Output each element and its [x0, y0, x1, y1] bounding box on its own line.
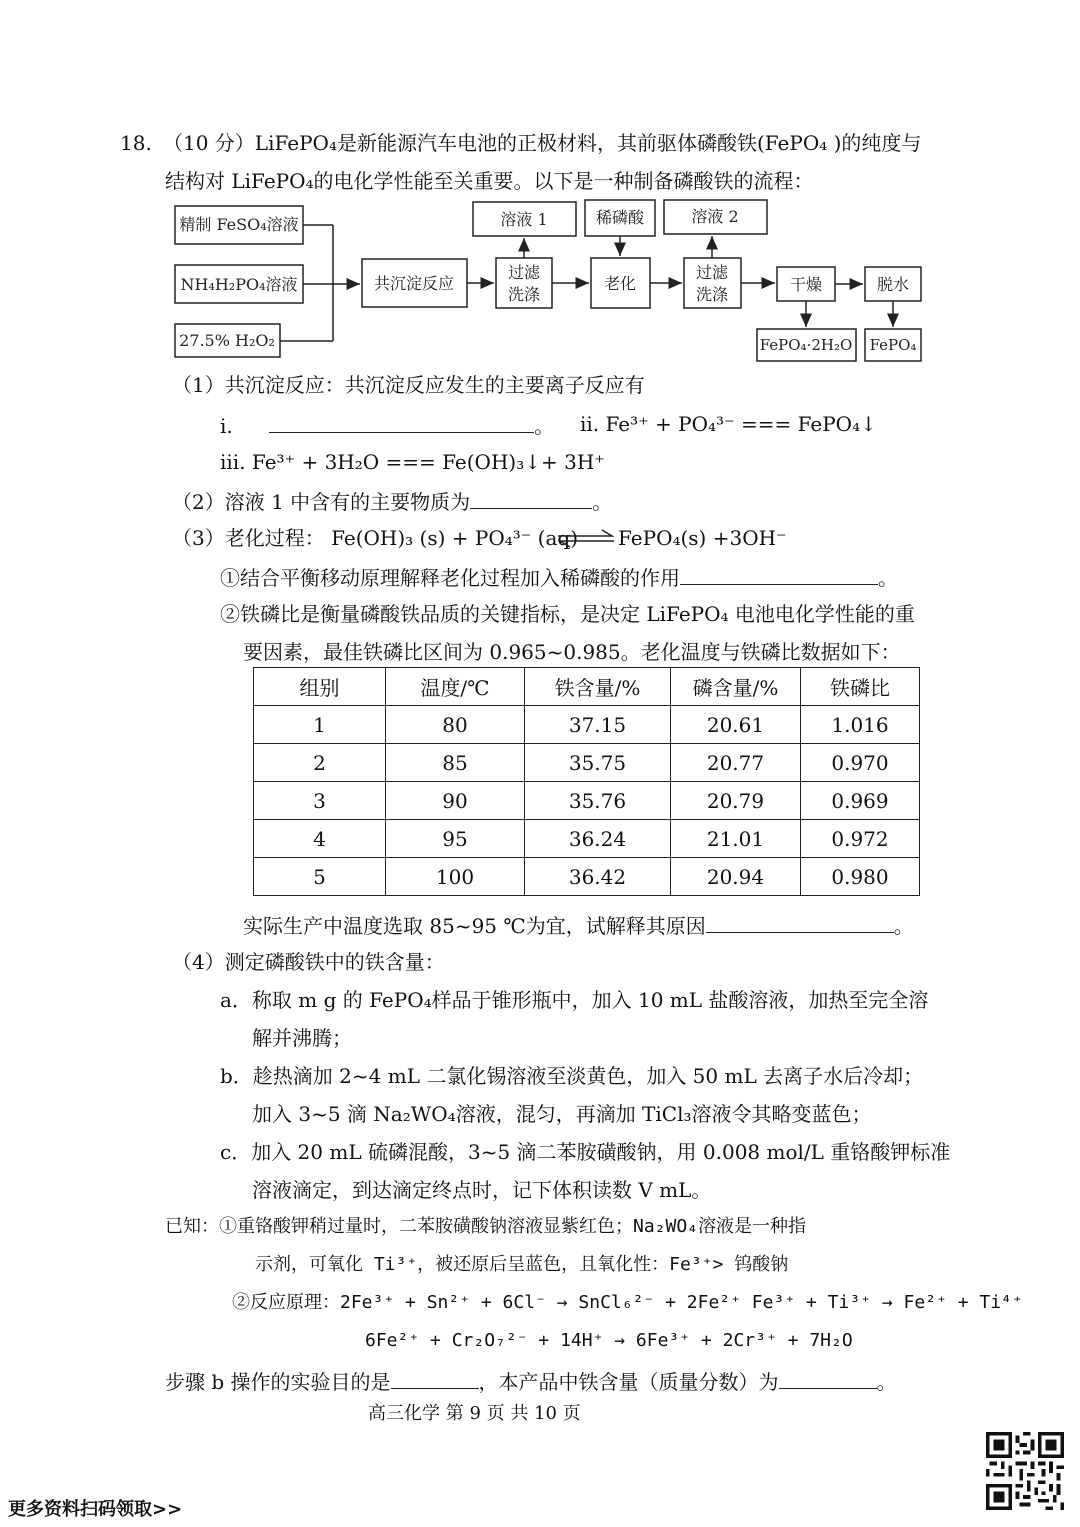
table-cell: 0.980 [801, 858, 920, 896]
flow-dilute-acid: 稀磷酸 [595, 208, 645, 227]
part3-title: （3）老化过程： Fe(OH)₃ (s) + PO₄³⁻ (aq) [172, 526, 578, 550]
answer-blank-i[interactable] [269, 414, 534, 433]
flow-product1: FePO₄·2H₂O [759, 336, 853, 354]
part3-q2-2: 要因素，最佳铁磷比区间为 0.965~0.985。老化温度与铁磷比数据如下： [243, 640, 901, 664]
table-cell: 20.77 [671, 744, 801, 782]
page-footer: 高三化学 第 9 页 共 10 页 [368, 1403, 581, 1424]
part4-b2: 加入 3~5 滴 Na₂WO₄溶液，混匀，再滴加 TiCl₃溶液令其略变蓝色； [252, 1102, 872, 1126]
part3-q1-end: 。 [878, 566, 898, 590]
table-cell: 21.01 [671, 820, 801, 858]
final-end: 。 [876, 1370, 897, 1394]
table-cell: 95 [386, 820, 525, 858]
part1-ii: ii. Fe³⁺ + PO₄³⁻ === FePO₄↓ [580, 412, 877, 436]
part1-i-label: i. [220, 414, 233, 438]
part3-q2-1: ②铁磷比是衡量磷酸铁品质的关键指标，是决定 LiFePO₄ 电池电化学性能的重 [220, 602, 915, 626]
table-cell: 35.76 [525, 782, 671, 820]
table-header: 温度/℃ [386, 668, 525, 706]
answer-blank-3-2[interactable] [706, 914, 894, 933]
table-header: 组别 [254, 668, 386, 706]
table-cell: 80 [386, 706, 525, 744]
flow-solution2: 溶液 2 [691, 207, 739, 226]
flow-filter1-b: 洗涤 [507, 285, 541, 304]
table-cell: 1 [254, 706, 386, 744]
table-row [254, 820, 920, 858]
table-cell: 1.016 [801, 706, 920, 744]
part3-q1 [220, 566, 898, 588]
part3-after-table [243, 914, 914, 936]
table-cell: 36.42 [525, 858, 671, 896]
final-text-a: 步骤 b 操作的实验目的是 [165, 1370, 391, 1394]
qr-code-icon[interactable] [986, 1432, 1064, 1510]
flow-input-nh4h2po4: NH₄H₂PO₄溶液 [180, 275, 298, 294]
flow-dehydrate: 脱水 [876, 275, 910, 294]
final-text-b: ，本产品中铁含量（质量分数）为 [478, 1370, 779, 1394]
table-cell: 20.61 [671, 706, 801, 744]
part1-iii: iii. Fe³⁺ + 3H₂O === Fe(OH)₃↓+ 3H⁺ [220, 450, 605, 474]
part1-title: （1）共沉淀反应：共沉淀反应发生的主要离子反应有 [172, 373, 645, 397]
flow-solution1: 溶液 1 [500, 210, 548, 229]
flow-input-feso4: 精制 FeSO₄溶液 [179, 215, 299, 234]
table-cell: 0.970 [801, 744, 920, 782]
question-number: 18. [120, 131, 152, 155]
flow-filter2-b: 洗涤 [695, 285, 729, 304]
answer-blank-3-1[interactable] [680, 566, 878, 585]
question-intro-1: （10 分）LiFePO₄是新能源汽车电池的正极材料，其前驱体磷酸铁(FePO₄ )的纯度与 [163, 131, 922, 155]
known-2: 示剂，可氧化 Ti³⁺，被还原后呈蓝色，且氧化性：Fe³⁺> 钨酸钠 [255, 1254, 789, 1275]
table-row [254, 706, 920, 744]
flow-coprecip: 共沉淀反应 [373, 274, 455, 293]
table-cell: 85 [386, 744, 525, 782]
part1-i-end: 。 [534, 414, 555, 438]
table-cell: 0.969 [801, 782, 920, 820]
aging-data-table [253, 667, 920, 896]
part3-after-table-text: 实际生产中温度选取 85~95 ℃为宜，试解释其原因 [243, 914, 706, 938]
flow-aging: 老化 [603, 274, 637, 293]
known-4: 6Fe²⁺ + Cr₂O₇²⁻ + 14H⁺ → 6Fe³⁺ + 2Cr³⁺ + 7H₂O [365, 1330, 853, 1351]
table-cell: 3 [254, 782, 386, 820]
table-cell: 90 [386, 782, 525, 820]
part2-text: （2）溶液 1 中含有的主要物质为 [172, 490, 471, 514]
part3-q1-text: ①结合平衡移动原理解释老化过程加入稀磷酸的作用 [220, 566, 680, 590]
table-row [254, 782, 920, 820]
table-cell: 36.24 [525, 820, 671, 858]
table-cell: 4 [254, 820, 386, 858]
flow-filter1-a: 过滤 [507, 263, 541, 282]
equilibrium-arrow-icon [556, 528, 616, 548]
part4-c1: c．加入 20 mL 硫磷混酸，3~5 滴二苯胺磺酸钠，用 0.008 mol/L 重铬酸钾标准 [220, 1140, 951, 1164]
final-question [165, 1370, 897, 1392]
table-cell: 100 [386, 858, 525, 896]
table-cell: 5 [254, 858, 386, 896]
table-cell: 0.972 [801, 820, 920, 858]
part4-a1: a．称取 m g 的 FePO₄样品于锥形瓶中，加入 10 mL 盐酸溶液，加热至完全溶 [220, 988, 929, 1012]
part4-b1: b．趁热滴加 2~4 mL 二氯化锡溶液至淡黄色，加入 50 mL 去离子水后冷却； [220, 1064, 924, 1088]
table-cell: 20.79 [671, 782, 801, 820]
more-resources-link[interactable]: 更多资料扫码领取>> [8, 1499, 183, 1520]
part1-i [220, 414, 554, 436]
flow-dry: 干燥 [789, 275, 823, 294]
flow-input-h2o2: 27.5% H₂O₂ [179, 331, 275, 350]
table-header: 磷含量/% [671, 668, 801, 706]
table-cell: 35.75 [525, 744, 671, 782]
answer-blank-4-2[interactable] [779, 1370, 877, 1389]
table-header: 铁磷比 [801, 668, 920, 706]
table-row [254, 858, 920, 896]
part2-end: 。 [592, 490, 613, 514]
table-cell: 37.15 [525, 706, 671, 744]
question-intro-2: 结构对 LiFePO₄的电化学性能至关重要。以下是一种制备磷酸铁的流程： [165, 169, 814, 193]
part3-after-end: 。 [893, 914, 914, 938]
flow-product2: FePO₄ [869, 336, 917, 354]
part4-title: （4）测定磷酸铁中的铁含量： [172, 950, 445, 974]
process-flowchart [0, 0, 1080, 370]
part4-a2: 解并沸腾； [252, 1026, 352, 1050]
table-header-row [254, 668, 920, 706]
flow-filter2-a: 过滤 [695, 263, 729, 282]
answer-blank-2[interactable] [470, 490, 592, 509]
known-3: ②反应原理：2Fe³⁺ + Sn²⁺ + 6Cl⁻ → SnCl₆²⁻ + 2Fe²⁺ Fe³⁺ + Ti³⁺ → Fe²⁺ + Ti⁴⁺ [232, 1292, 1023, 1313]
table-cell: 2 [254, 744, 386, 782]
known-1: 已知：①重铬酸钾稍过量时，二苯胺磺酸钠溶液显紫红色；Na₂WO₄溶液是一种指 [165, 1216, 807, 1237]
table-cell: 20.94 [671, 858, 801, 896]
part3-title-right: FePO₄(s) +3OH⁻ [618, 526, 787, 550]
part4-c2: 溶液滴定，到达滴定终点时，记下体积读数 V mL。 [252, 1178, 712, 1202]
answer-blank-4-1[interactable] [391, 1370, 479, 1389]
table-row [254, 744, 920, 782]
table-header: 铁含量/% [525, 668, 671, 706]
part2 [172, 490, 612, 512]
